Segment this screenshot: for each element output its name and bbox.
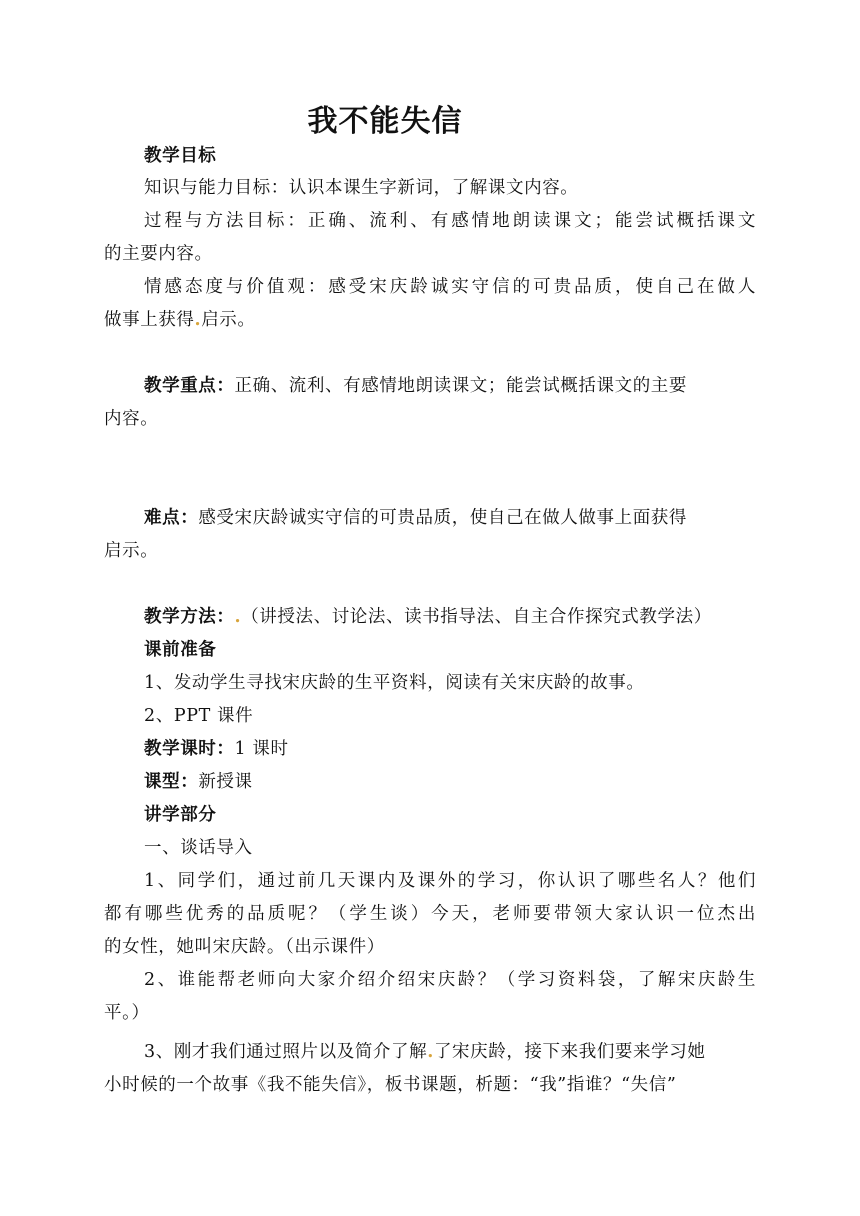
paragraph-3-line-2: 小时候的一个故事《我不能失信》，板书课题，析题：“我”指谁？“失信” [104,1075,677,1095]
lesson-type-label: 课型： [144,772,199,792]
difficulty-label: 难点： [144,508,199,528]
preparation-heading: 课前准备 [144,640,217,660]
preparation-item-1: 1、发动学生寻找宋庆龄的生平资料，阅读有关宋庆龄的故事。 [144,673,645,693]
document-title: 我不能失信 [307,104,463,139]
emotion-objective-line-2 [104,308,256,332]
paragraph-3-text-a: 3、刚才我们通过照片以及简介了解 [144,1042,428,1062]
lesson-time-value: 1 课时 [234,739,289,759]
emotion-objective-line-1: 情感态度与价值观：感受宋庆龄诚实守信的可贵品质，使自己在做人 [144,277,756,297]
key-points-label: 教学重点： [144,376,235,396]
objectives-heading: 教学目标 [144,146,217,166]
paragraph-2-line-2: 平。） [104,1003,150,1023]
knowledge-objective: 知识与能力目标：认识本课生字新词，了解课文内容。 [144,178,579,198]
methods-text: （讲授法、讨论法、读书指导法、自主合作探究式教学法） [241,607,712,627]
key-points-text: 正确、流利、有感情地朗读课文；能尝试概括课文的主要 [234,376,687,396]
difficulty-line-1 [144,506,756,530]
paragraph-3-line-1 [144,1040,705,1064]
paragraph-1-line-3: 的女性，她叫宋庆龄。（出示课件） [104,937,385,957]
emotion-text-a: 做事上获得 [104,310,195,330]
difficulty-line-2: 启示。 [104,541,159,561]
emotion-text-b: 启示。 [201,310,256,330]
marker-dot: . [427,1042,434,1062]
process-objective-line-1: 过程与方法目标：正确、流利、有感情地朗读课文；能尝试概括课文 [144,211,756,231]
paragraph-1-line-1: 1、同学们，通过前几天课内及课外的学习，你认识了哪些名人？他们 [144,871,756,891]
teaching-heading: 讲学部分 [144,805,217,825]
lesson-type [144,770,253,794]
difficulty-text: 感受宋庆龄诚实守信的可贵品质，使自己在做人做事上面获得 [198,508,688,528]
process-objective-line-2: 的主要内容。 [104,244,213,264]
paragraph-1-line-2: 都有哪些优秀的品质呢？（学生谈）今天，老师要带领大家认识一位杰出 [104,904,756,924]
methods-label: 教学方法： [144,607,235,627]
key-points-line-2: 内容。 [104,409,159,429]
lesson-time-label: 教学课时： [144,739,235,759]
marker-dot: . [194,310,202,330]
lesson-type-value: 新授课 [198,772,253,792]
methods-line [144,605,712,629]
key-points-line-1 [144,374,756,398]
lesson-time [144,737,289,761]
preparation-item-2: 2、PPT 课件 [144,706,254,726]
paragraph-2-line-1: 2、谁能帮老师向大家介绍介绍宋庆龄？（学习资料袋，了解宋庆龄生 [144,970,756,990]
section-intro-heading: 一、谈话导入 [144,838,253,858]
marker-dot: . [234,607,242,627]
paragraph-3-text-b: 了宋庆龄，接下来我们要来学习她 [433,1042,706,1062]
